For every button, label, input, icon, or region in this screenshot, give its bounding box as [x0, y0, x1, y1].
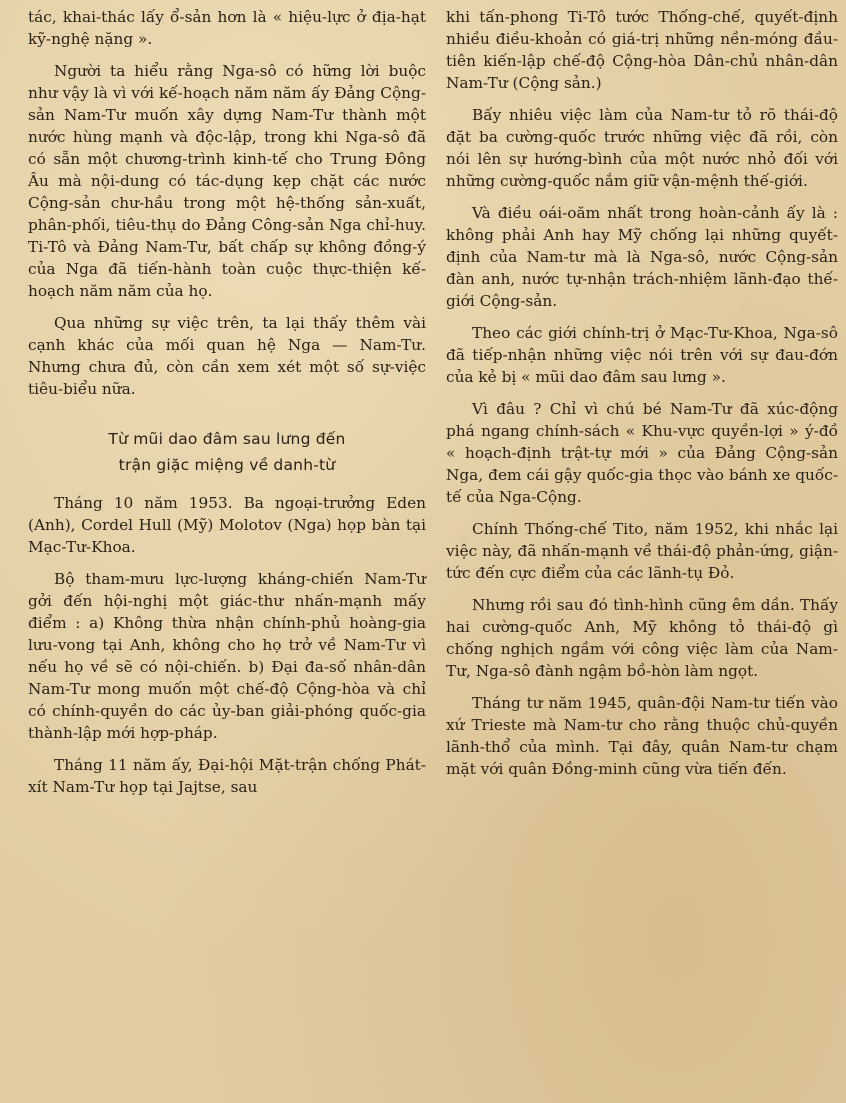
paragraph: Bộ tham-mưu lực-lượng kháng-chiến Nam-Tư gởi đến hội-nghị một giác-thư nhấn-mạnh mấy điểm : a) Không thừa nhận chính-phủ hoàng-gia lưu-vong tại Anh, không cho họ trở về Nam-Tư vì nếu họ về sẽ có nội-chiến. b) Đại đa-số nhân-dân Nam-Tư mong muốn một chế-độ Cộng-hòa và chỉ có chính-quyền do các ủy-ban giải-phóng quốc-gia thành-lập mới hợp-pháp.	[28, 570, 426, 742]
paragraph: Tháng tư năm 1945, quân-đội Nam-tư tiến vào xứ Trieste mà Nam-tư cho rằng thuộc chủ-quyền lãnh-thổ của mình. Tại đây, quân Nam-tư chạm mặt với quân Đồng-minh cũng vừa tiến đến.	[446, 694, 838, 778]
paragraph: Chính Thống-chế Tito, năm 1952, khi nhắc lại việc này, đã nhấn-mạnh về thái-độ phản-ứng, giận-tức đến cực điểm của các lãnh-tụ Đỏ.	[446, 520, 838, 582]
paragraph: Tháng 10 năm 1953. Ba ngoại-trưởng Eden (Anh), Cordel Hull (Mỹ) Molotov (Nga) họp bàn tại Mạc-Tư-Khoa.	[28, 494, 426, 556]
section-heading	[28, 426, 426, 478]
section-heading-line: Từ mũi dao đâm sau lưng đến	[108, 430, 346, 448]
paragraph: Nhưng rồi sau đó tình-hình cũng êm dần. Thấy hai cường-quốc Anh, Mỹ không tỏ thái-độ gì chống nghịch ngầm với công việc làm của Nam-Tư, Nga-sô đành ngậm bồ-hòn làm ngọt.	[446, 596, 838, 680]
paragraph: Và điều oái-oăm nhất trong hoàn-cảnh ấy là : không phải Anh hay Mỹ chống lại những quyết-định của Nam-tư mà là Nga-sô, nước Cộng-sản đàn anh, nước tự-nhận trách-nhiệm lãnh-đạo thế-giới Cộng-sản.	[446, 204, 838, 310]
paragraph: Bấy nhiêu việc làm của Nam-tư tỏ rõ thái-độ đặt ba cường-quốc trước những việc đã rồi, còn nói lên sự hướng-bình của một nước nhỏ đối với những cường-quốc nắm giữ vận-mệnh thế-giới.	[446, 106, 838, 190]
section-heading-line: trận giặc miệng về danh-từ	[118, 456, 336, 474]
paragraph: Người ta hiểu rằng Nga-sô có hững lời buộc như vậy là vì với kế-hoạch năm năm ấy Đảng Cộng-sản Nam-Tư muốn xây dựng Nam-Tư thành một nước hùng mạnh và độc-lập, trong khi Nga-sô đã có sẵn một chương-trình kinh-tế cho Trung Đông Âu mà nội-dung có tác-dụng kẹp chặt các nước Cộng-sản chư-hầu trong một hệ-thống sản-xuất, phân-phối, tiêu-thụ do Đảng Công-sản Nga chỉ-huy. Ti-Tô và Đảng Nam-Tư, bất chấp sự không đồng-ý của Nga đã tiến-hành toàn cuộc thực-thiện kế-hoạch năm năm của họ.	[28, 62, 426, 300]
paragraph: Theo các giới chính-trị ở Mạc-Tư-Khoa, Nga-sô đã tiếp-nhận những việc nói trên với sự đau-đớn của kẻ bị « mũi dao đâm sau lưng ».	[446, 324, 838, 386]
left-column	[28, 6, 426, 808]
paragraph: tác, khai-thác lấy ổ-sản hơn là « hiệu-lực ở địa-hạt kỹ-nghệ nặng ».	[28, 8, 426, 48]
right-column	[446, 6, 838, 790]
paragraph: Vì đâu ? Chỉ vì chú bé Nam-Tư đã xúc-động phá ngang chính-sách « Khu-vực quyền-lợi » ý-đồ « hoạch-định trật-tự mới » của Đảng Cộng-sản Nga, đem cái gậy quốc-gia thọc vào bánh xe quốc-tế của Nga-Cộng.	[446, 400, 838, 506]
paragraph: Qua những sự việc trên, ta lại thấy thêm vài cạnh khác của mối quan hệ Nga — Nam-Tư. Nhưng chưa đủ, còn cần xem xét một số sự-việc tiêu-biểu nữa.	[28, 314, 426, 398]
paragraph: Tháng 11 năm ấy, Đại-hội Mặt-trận chống Phát-xít Nam-Tư họp tại Jajtse, sau	[28, 756, 426, 796]
paragraph: khi tấn-phong Ti-Tô tước Thống-chế, quyết-định nhiều điều-khoản có giá-trị những nền-móng đầu-tiên kiến-lập chế-độ Cộng-hòa Dân-chủ nhân-dân Nam-Tư (Cộng sản.)	[446, 8, 838, 92]
